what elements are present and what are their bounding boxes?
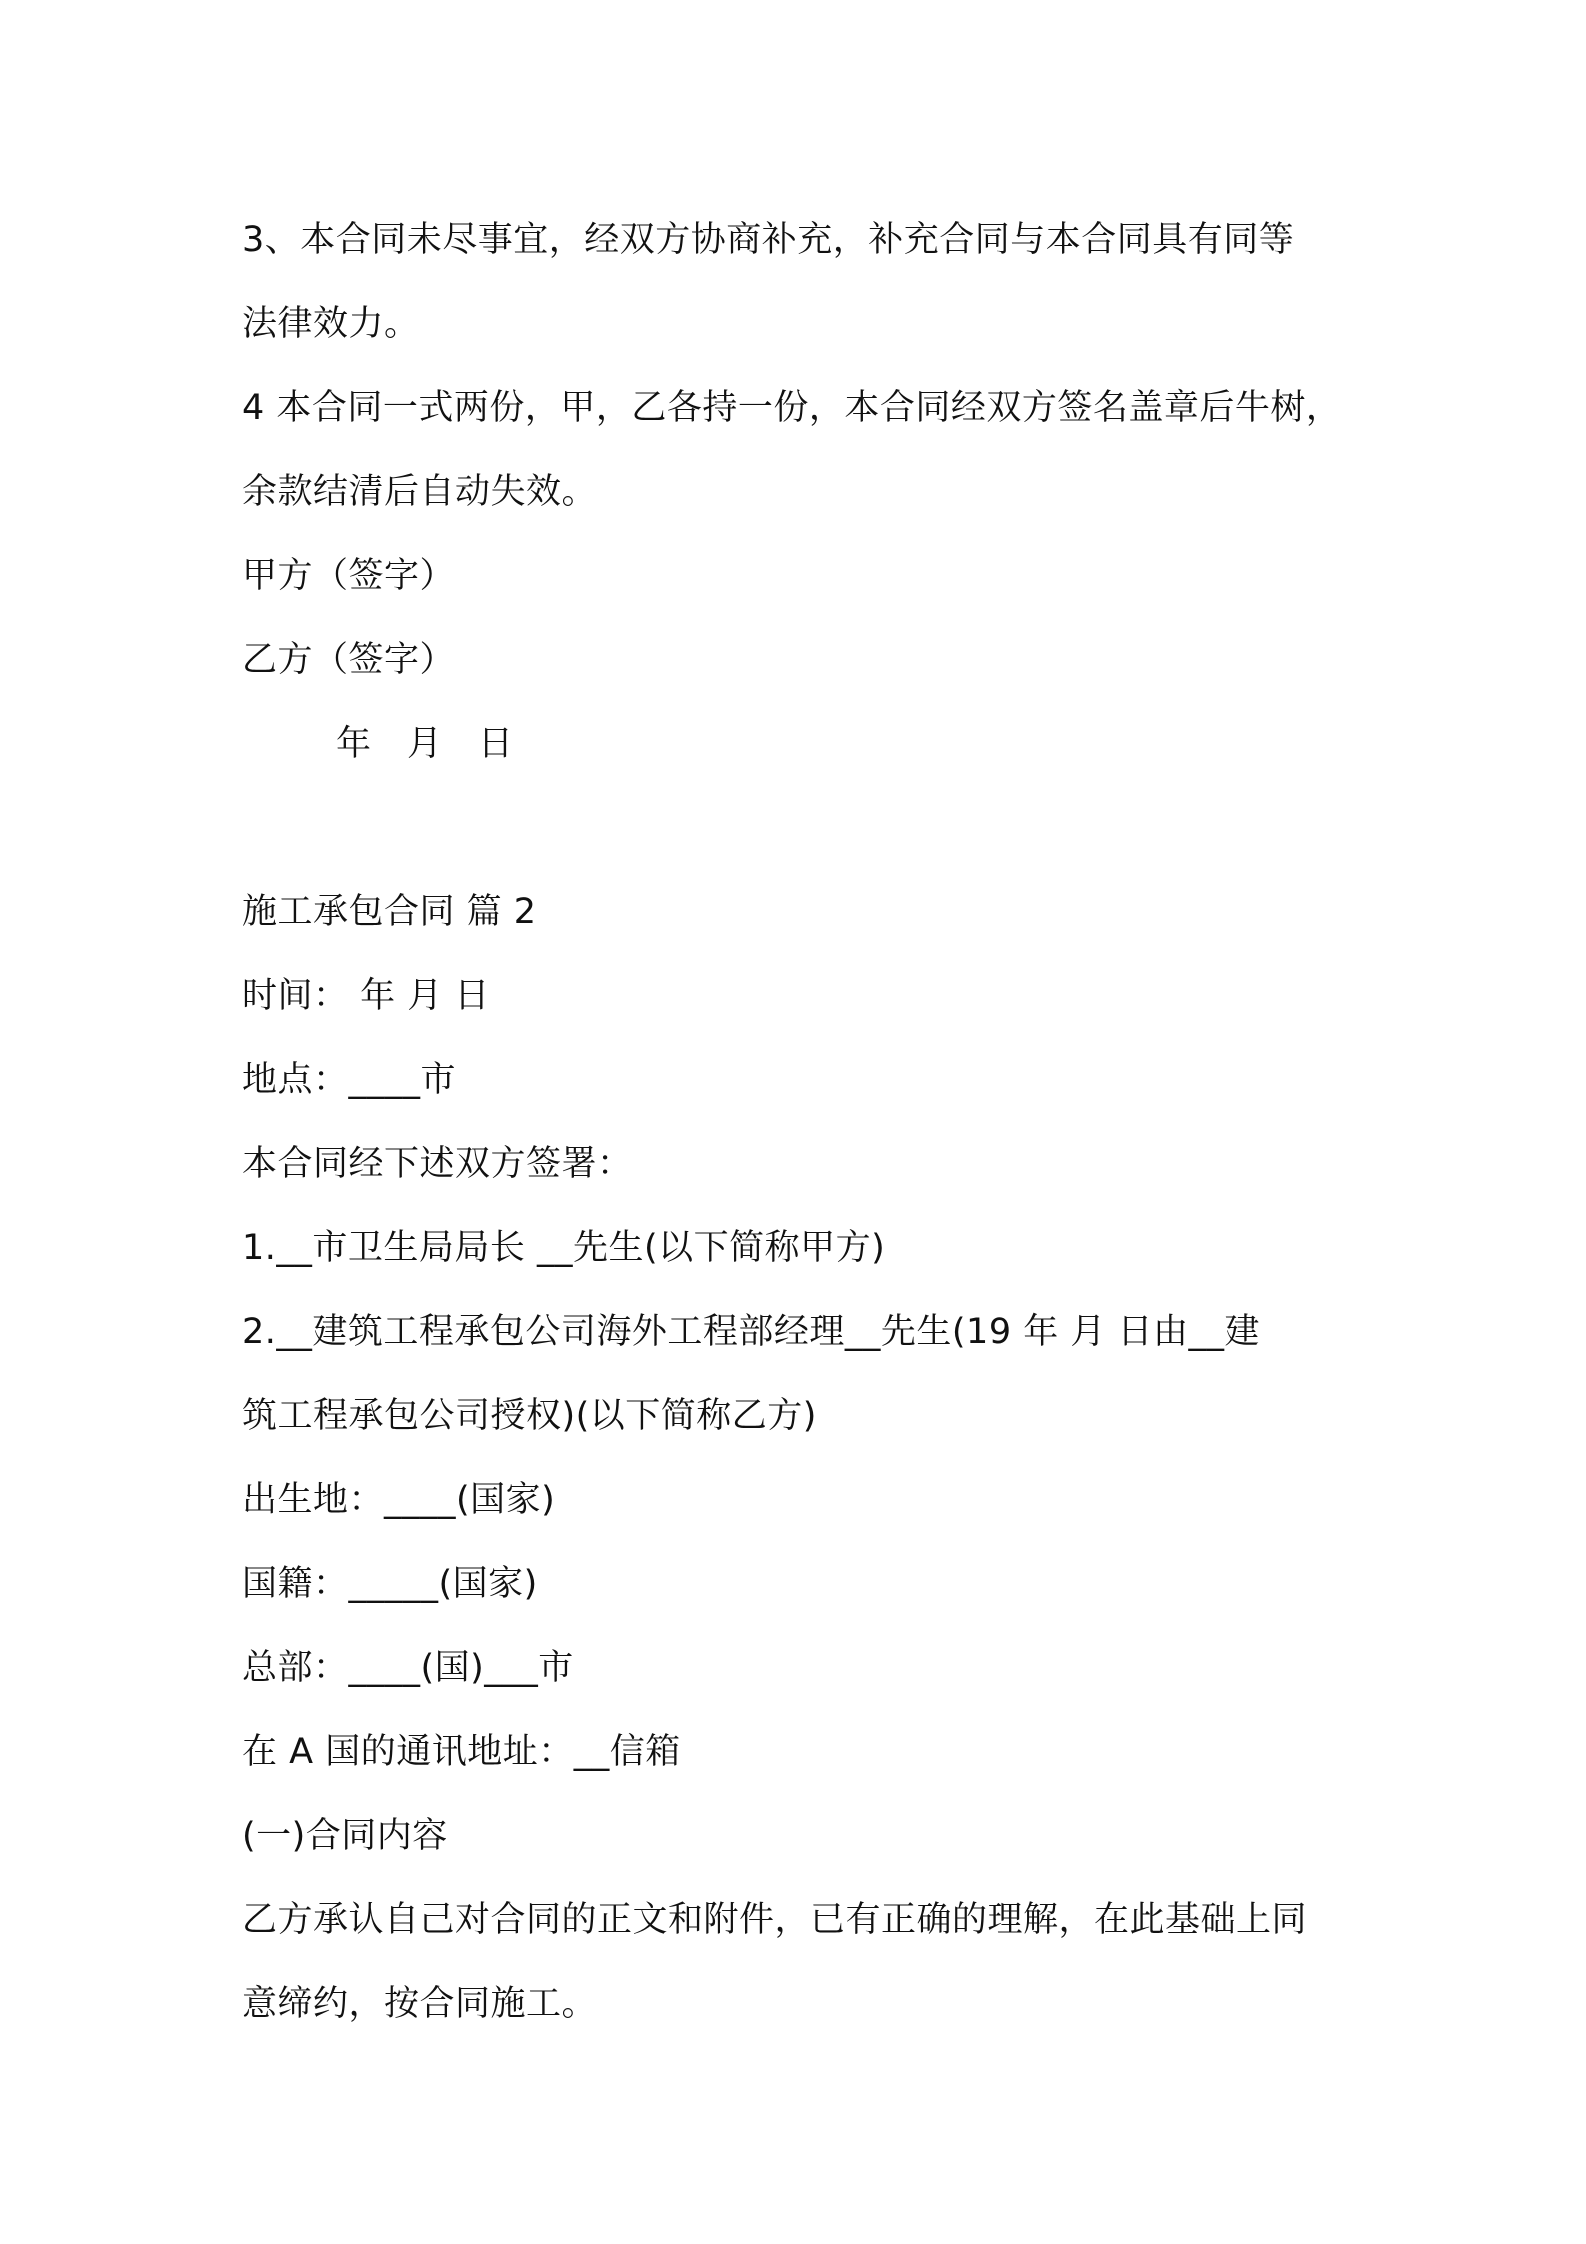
- birthplace-line: 出生地：____(国家): [242, 1480, 556, 1520]
- party-a-line: 1.__市卫生局局长 __先生(以下简称甲方): [242, 1228, 886, 1268]
- headquarters-line: 总部：____(国)___市: [242, 1648, 574, 1688]
- signature-date-line: 年 月 日: [336, 724, 514, 764]
- contract-location-line: 地点：____市: [242, 1060, 457, 1100]
- party-b-signature-line: 乙方（签字）: [242, 640, 456, 680]
- section-title: 施工承包合同 篇 2: [242, 892, 537, 932]
- blank-spacer: [242, 786, 1362, 870]
- document-body: [242, 198, 1362, 2046]
- contract-time-line: 时间： 年 月 日: [242, 976, 490, 1016]
- paragraph-line: 3、本合同未尽事宜，经双方协商补充，补充合同与本合同具有同等: [242, 220, 1295, 260]
- paragraph-line: 4 本合同一式两份，甲，乙各持一份，本合同经双方签名盖章后牛树，: [242, 388, 1342, 428]
- paragraph-line: 本合同经下述双方签署：: [242, 1144, 633, 1184]
- paragraph-line: 法律效力。: [242, 304, 420, 344]
- paragraph-line: 筑工程承包公司授权)(以下简称乙方): [242, 1396, 817, 1436]
- paragraph-line: 意缔约，按合同施工。: [242, 1984, 598, 2024]
- subsection-heading: (一)合同内容: [242, 1816, 448, 1856]
- party-b-line: 2.__建筑工程承包公司海外工程部经理__先生(19 年 月 日由__建: [242, 1312, 1260, 1352]
- mailing-address-line: 在 A 国的通讯地址：__信箱: [242, 1732, 681, 1772]
- paragraph-line: 乙方承认自己对合同的正文和附件，已有正确的理解，在此基础上同: [242, 1900, 1308, 1940]
- nationality-line: 国籍：_____(国家): [242, 1564, 538, 1604]
- party-a-signature-line: 甲方（签字）: [242, 556, 456, 596]
- paragraph-line: 余款结清后自动失效。: [242, 472, 598, 512]
